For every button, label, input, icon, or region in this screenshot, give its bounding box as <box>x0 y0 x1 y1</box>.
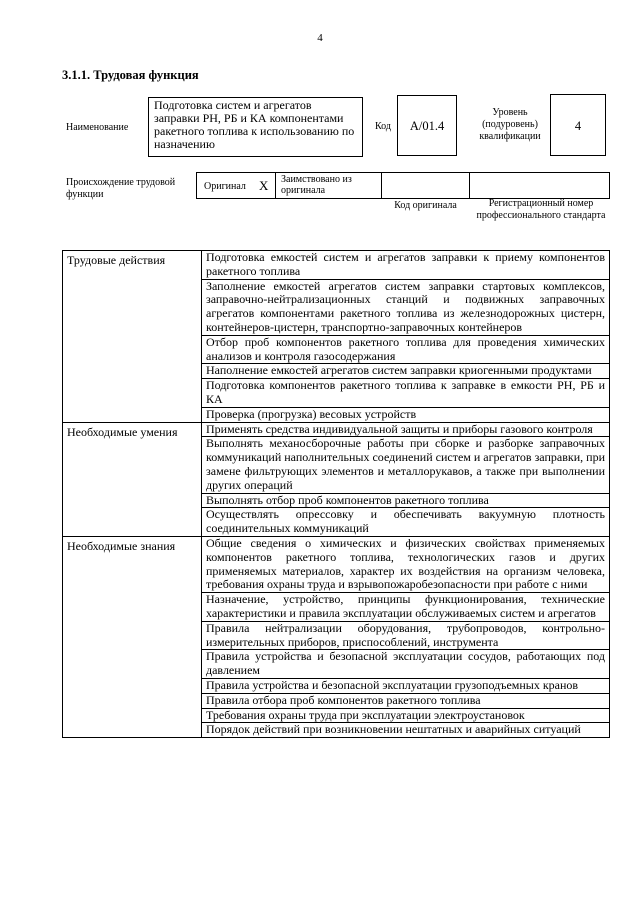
table-cell: Назначение, устройство, принципы функционирования, технические характеристики и правила эксплуатации обслуживаемых систем и агрегатов <box>202 593 610 622</box>
table-row <box>63 251 610 280</box>
borrowed-cell <box>275 172 382 199</box>
code-original-cell <box>381 172 470 199</box>
table-cell: Правила устройства и безопасной эксплуатации грузоподъемных кранов <box>202 678 610 693</box>
category-cell: Необходимые умения <box>63 422 202 536</box>
code-label: Код <box>375 121 391 132</box>
category-cell: Необходимые знания <box>63 536 202 737</box>
function-table <box>62 250 610 738</box>
code-value: А/01.4 <box>409 119 445 133</box>
table-row <box>63 536 610 592</box>
original-mark: X <box>259 178 269 193</box>
table-cell: Наполнение емкостей агрегатов систем заправки криогенными продуктами <box>202 364 610 379</box>
table-cell: Правила нейтрализации оборудования, трубопроводов, контрольно-измерительных приборов, приспособлений, инструмента <box>202 621 610 650</box>
table-cell: Применять средства индивидуальной защиты и приборы газового контроля <box>202 422 610 437</box>
table-cell: Общие сведения о химических и физических свойствах применяемых компонентов ракетного топлива, технологических газов и других применяемых материалов, характер их воздействия на организм человека, требования охраны труда и взрывопожаробезопасности при работе с ними <box>202 536 610 592</box>
table-row <box>63 422 610 437</box>
borrowed-label: Заимствовано из оригинала <box>281 174 352 196</box>
level-value: 4 <box>574 119 582 133</box>
function-name-value: Подготовка систем и агрегатов заправки РН, РБ и КА компонентами ракетного топлива к использованию по назначению <box>154 98 355 151</box>
table-cell: Выполнять отбор проб компонентов ракетного топлива <box>202 493 610 508</box>
table-cell: Заполнение емкостей агрегатов систем заправки стартовых комплексов, заправочно-нейтрализационных станций и подвижных заправочных агрегатов компонентами ракетного топлива из железнодорожных цистерн, контейнеров-цистерн, транспортно-заправочных контейнеров <box>202 279 610 335</box>
level-label: Уровень (подуровень) квалификации <box>479 107 541 142</box>
reg-number-label: Регистрационный номер профессионального стандарта <box>476 198 606 221</box>
reg-number-cell <box>469 172 610 199</box>
code-original-label: Код оригинала <box>394 200 457 211</box>
section-title: 3.1.1. Трудовая функция <box>62 68 199 82</box>
table-cell: Правила отбора проб компонентов ракетного топлива <box>202 693 610 708</box>
original-label: Оригинал <box>204 181 246 192</box>
original-cell <box>196 172 276 199</box>
table-cell: Требования охраны труда при эксплуатации электроустановок <box>202 708 610 723</box>
code-box <box>397 95 457 156</box>
page-number: 4 <box>317 32 323 44</box>
table-cell: Осуществлять опрессовку и обеспечивать вакуумную плотность соединительных коммуникаций <box>202 508 610 537</box>
table-cell: Выполнять механосборочные работы при сборке и разборке заправочных коммуникаций наполнительных соединений систем и агрегатов заправки, при замене фильтрующих элементов и металлорукавов, а также при выполнении других операций <box>202 437 610 493</box>
category-cell: Трудовые действия <box>63 251 202 423</box>
table-cell: Отбор проб компонентов ракетного топлива для проведения химических анализов и контроля газосодержания <box>202 335 610 364</box>
table-cell: Подготовка компонентов ракетного топлива к заправке в емкости РН, РБ и КА <box>202 379 610 408</box>
table-cell: Порядок действий при возникновении нештатных и аварийных ситуаций <box>202 723 610 738</box>
name-label: Наименование <box>66 122 129 133</box>
level-box <box>550 94 606 156</box>
table-cell: Проверка (прогрузка) весовых устройств <box>202 407 610 422</box>
table-cell: Правила устройства и безопасной эксплуатации сосудов, работающих под давлением <box>202 650 610 679</box>
function-name-box <box>148 97 363 157</box>
table-cell: Подготовка емкостей систем и агрегатов заправки к приему компонентов ракетного топлива <box>202 251 610 280</box>
origin-label: Происхождение трудовой функции <box>66 177 176 200</box>
